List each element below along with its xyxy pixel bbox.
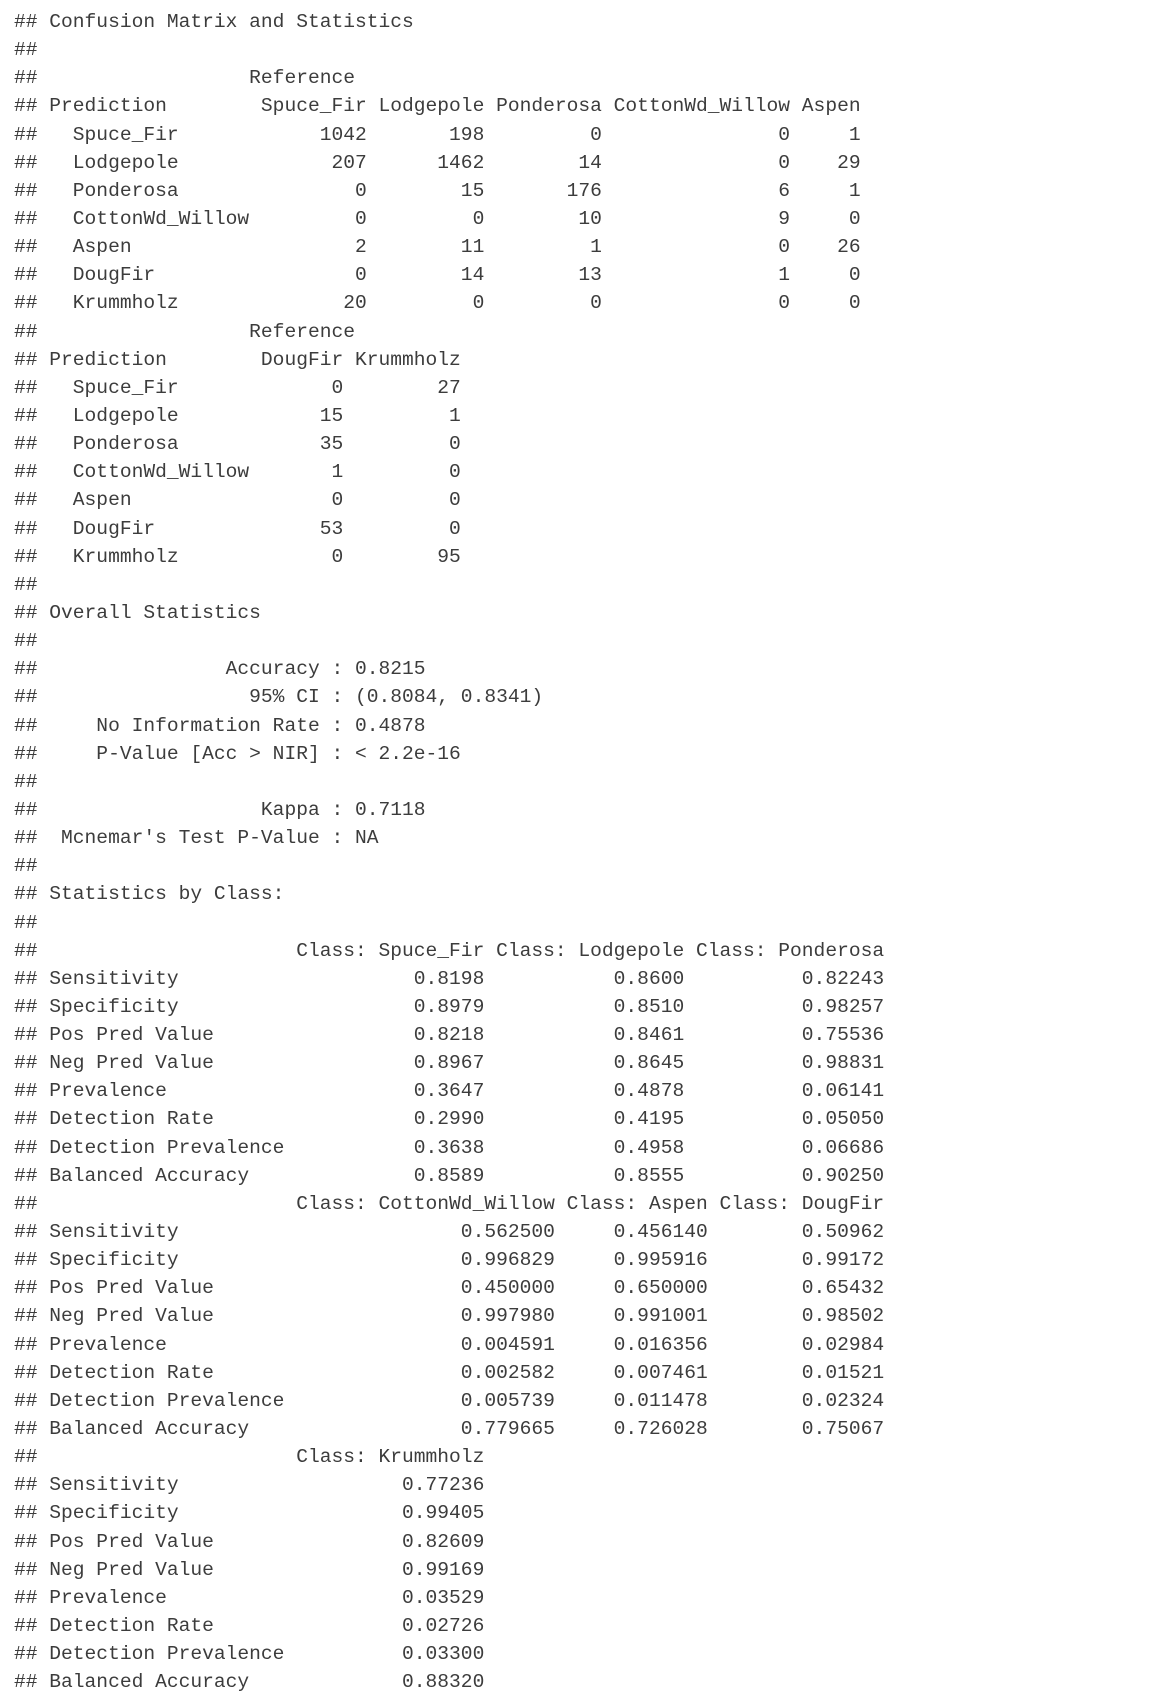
output-line: ## No Information Rate : 0.4878	[14, 714, 426, 737]
output-line: ## Krummholz 0 95	[14, 545, 461, 568]
output-line: ## Overall Statistics	[14, 601, 261, 624]
output-line: ## Confusion Matrix and Statistics	[14, 11, 414, 33]
output-line: ## Balanced Accuracy 0.8589 0.8555 0.90250	[14, 1164, 885, 1187]
output-line: ## Aspen 2 11 1 0 26	[14, 236, 861, 259]
output-line: ##	[14, 770, 38, 793]
output-line: ## Class: Krummholz	[14, 1446, 485, 1469]
output-line: ## P-Value [Acc > NIR] : < 2.2e-16	[14, 742, 461, 765]
output-line: ## Detection Rate 0.002582 0.007461 0.01521	[14, 1361, 885, 1384]
output-line: ## Ponderosa 0 15 176 6 1	[14, 179, 861, 202]
output-line: ## Sensitivity 0.77236	[14, 1474, 485, 1497]
output-line: ## Prevalence 0.3647 0.4878 0.06141	[14, 1080, 885, 1103]
output-line: ## Detection Rate 0.2990 0.4195 0.05050	[14, 1108, 885, 1131]
output-line: ## Lodgepole 15 1	[14, 404, 461, 427]
output-line: ## Specificity 0.99405	[14, 1502, 485, 1525]
output-line: ## Specificity 0.8979 0.8510 0.98257	[14, 995, 885, 1018]
output-line: ## Pos Pred Value 0.82609	[14, 1530, 485, 1553]
output-line: ## Lodgepole 207 1462 14 0 29	[14, 151, 861, 174]
output-line: ## Reference	[14, 320, 355, 343]
output-line: ## Sensitivity 0.562500 0.456140 0.50962	[14, 1221, 885, 1244]
output-line: ## Prevalence 0.03529	[14, 1586, 485, 1609]
output-line: ##	[14, 573, 38, 596]
output-line: ## Detection Prevalence 0.005739 0.011478 0.02324	[14, 1389, 885, 1412]
output-line: ## Mcnemar's Test P-Value : NA	[14, 827, 379, 850]
output-line: ## Neg Pred Value 0.8967 0.8645 0.98831	[14, 1052, 885, 1075]
output-line: ## Pos Pred Value 0.8218 0.8461 0.75536	[14, 1024, 885, 1047]
output-line: ##	[14, 39, 38, 62]
output-line: ## Prevalence 0.004591 0.016356 0.02984	[14, 1333, 885, 1356]
output-line: ## Balanced Accuracy 0.88320	[14, 1671, 485, 1694]
output-line: ## Detection Prevalence 0.3638 0.4958 0.06686	[14, 1136, 885, 1159]
output-line: ##	[14, 911, 38, 934]
output-line: ## DougFir 0 14 13 1 0	[14, 264, 861, 287]
output-line: ## Detection Rate 0.02726	[14, 1615, 485, 1638]
output-line: ## 95% CI : (0.8084, 0.8341)	[14, 686, 544, 709]
output-line: ## Sensitivity 0.8198 0.8600 0.82243	[14, 967, 885, 990]
output-line: ## Reference	[14, 67, 355, 90]
output-line: ## Aspen 0 0	[14, 489, 461, 512]
console-output	[14, 8, 1164, 1696]
output-line: ## Prediction Spuce_Fir Lodgepole Ponderosa CottonWd_Willow Aspen	[14, 95, 861, 118]
output-line: ## CottonWd_Willow 0 0 10 9 0	[14, 207, 861, 230]
output-line: ## Accuracy : 0.8215	[14, 658, 426, 681]
output-line: ## Balanced Accuracy 0.779665 0.726028 0.75067	[14, 1418, 885, 1441]
output-line: ## Statistics by Class:	[14, 883, 285, 906]
output-line: ## Neg Pred Value 0.997980 0.991001 0.98502	[14, 1305, 885, 1328]
output-line: ## Prediction DougFir Krummholz	[14, 348, 461, 371]
output-line: ## Spuce_Fir 0 27	[14, 376, 461, 399]
output-line: ## Class: Spuce_Fir Class: Lodgepole Class: Ponderosa	[14, 939, 885, 962]
output-line: ##	[14, 630, 38, 653]
output-line: ## Spuce_Fir 1042 198 0 0 1	[14, 123, 861, 146]
output-line: ## Pos Pred Value 0.450000 0.650000 0.65432	[14, 1277, 885, 1300]
output-line: ## Kappa : 0.7118	[14, 798, 426, 821]
output-line: ## Krummholz 20 0 0 0 0	[14, 292, 861, 315]
output-line: ## Class: CottonWd_Willow Class: Aspen Class: DougFir	[14, 1192, 885, 1215]
output-line: ## DougFir 53 0	[14, 517, 461, 540]
output-line: ##	[14, 855, 38, 878]
output-line: ## Ponderosa 35 0	[14, 433, 461, 456]
output-line: ## CottonWd_Willow 1 0	[14, 461, 461, 484]
output-line: ## Specificity 0.996829 0.995916 0.99172	[14, 1249, 885, 1272]
output-line: ## Neg Pred Value 0.99169	[14, 1558, 485, 1581]
output-line: ## Detection Prevalence 0.03300	[14, 1643, 485, 1666]
